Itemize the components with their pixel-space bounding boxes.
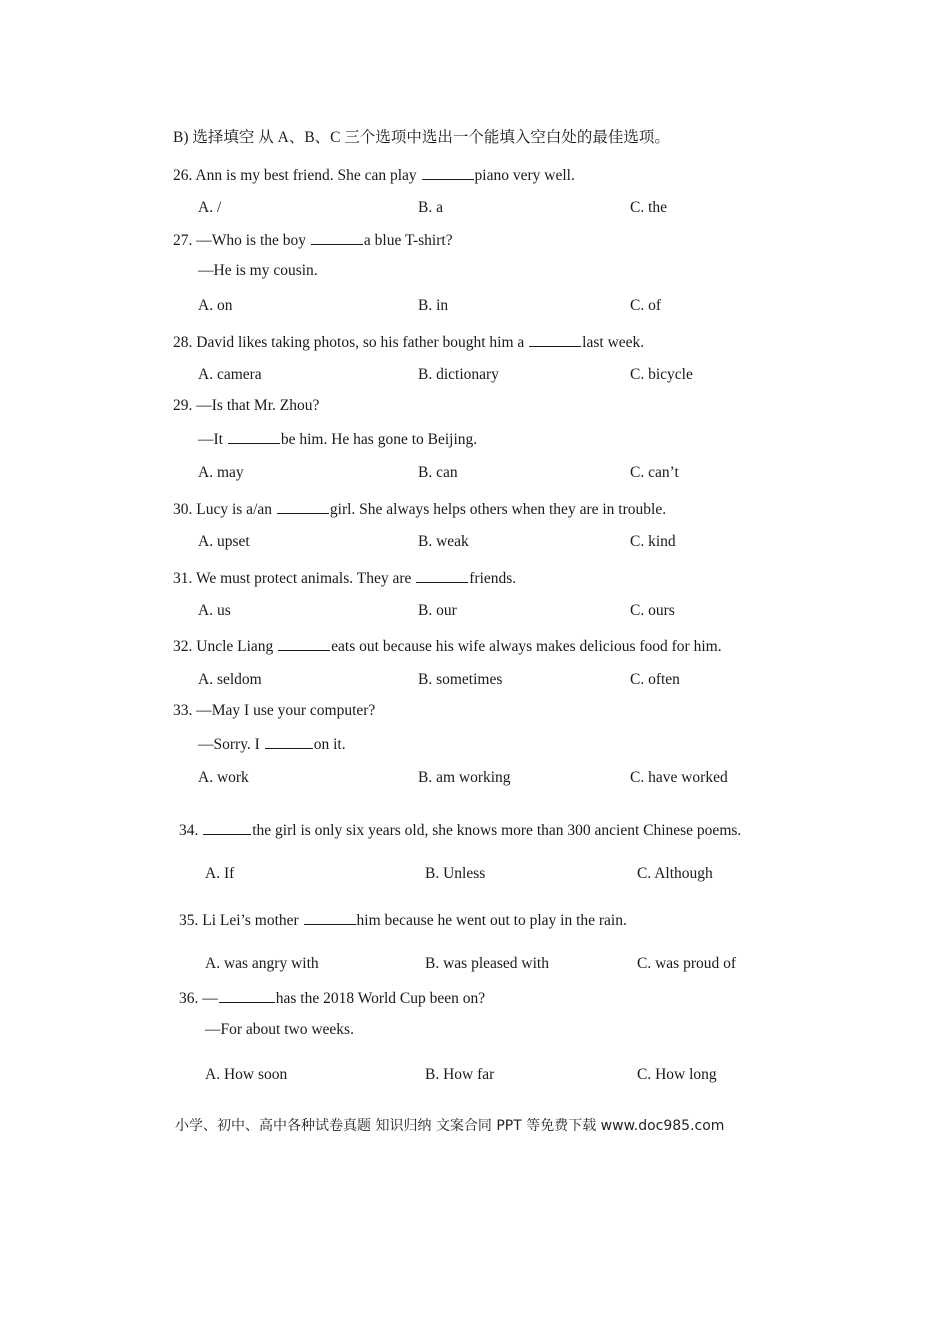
- question-28: [173, 331, 644, 353]
- question-26: [173, 164, 575, 186]
- option-b: B. a: [418, 199, 443, 216]
- question-number: 30.: [173, 501, 193, 518]
- option-b: B. am working: [418, 769, 511, 786]
- question-stem-after: girl. She always helps others when they are in trouble.: [329, 501, 667, 518]
- question-number: 27.: [173, 232, 193, 249]
- question-stem-before: —: [202, 990, 218, 1007]
- answer-blank: [219, 987, 275, 1003]
- question-stem-before: Ann is my best friend. She can play: [195, 167, 421, 184]
- question-stem-after: the girl is only six years old, she knows more than 300 ancient Chinese poems.: [252, 822, 742, 839]
- question-line: —Is that Mr. Zhou?: [196, 397, 320, 414]
- question-36: [179, 987, 485, 1009]
- option-a: A. camera: [198, 366, 262, 383]
- question-number: 32.: [173, 638, 193, 655]
- option-c: C. can’t: [630, 464, 679, 481]
- option-a: A. If: [205, 865, 235, 882]
- option-b: B. dictionary: [418, 366, 499, 383]
- option-b: B. can: [418, 464, 458, 481]
- option-a: A. may: [198, 464, 244, 481]
- question-27: [173, 229, 453, 251]
- section-header: B) 选择填空 从 A、B、C 三个选项中选出一个能填入空白处的最佳选项。: [173, 129, 670, 146]
- question-number: 33.: [173, 702, 193, 719]
- question-number: 34.: [179, 822, 199, 839]
- option-a: A. us: [198, 602, 231, 619]
- option-b: B. was pleased with: [425, 955, 549, 972]
- question-line: —For about two weeks.: [205, 1021, 354, 1038]
- question-number: 26.: [173, 167, 193, 184]
- question-stem-before: Li Lei’s mother: [202, 912, 303, 929]
- question-number: 35.: [179, 912, 199, 929]
- question-stem-before: —Sorry. I: [198, 736, 264, 753]
- answer-blank: [416, 567, 468, 583]
- answer-blank: [228, 428, 280, 444]
- question-29: [173, 396, 319, 416]
- option-c: C. kind: [630, 533, 676, 550]
- answer-blank: [311, 229, 363, 245]
- option-b: B. How far: [425, 1066, 495, 1083]
- question-stem-before: David likes taking photos, so his father bought him a: [196, 334, 529, 351]
- question-number: 28.: [173, 334, 193, 351]
- option-b: B. weak: [418, 533, 469, 550]
- question-stem-before: We must protect animals. They are: [195, 570, 416, 587]
- question-stem-after: has the 2018 World Cup been on?: [275, 990, 486, 1007]
- question-stem-after: piano very well.: [474, 167, 575, 184]
- option-a: A. was angry with: [205, 955, 319, 972]
- question-stem-before: Uncle Liang: [196, 638, 278, 655]
- answer-blank: [529, 331, 581, 347]
- answer-blank: [277, 498, 329, 514]
- option-c: C. the: [630, 199, 668, 216]
- question-number: 31.: [173, 570, 193, 587]
- question-stem-after: be him. He has gone to Beijing.: [280, 431, 478, 448]
- option-a: A. How soon: [205, 1066, 288, 1083]
- question-number: 29.: [173, 397, 193, 414]
- option-b: B. Unless: [425, 865, 486, 882]
- option-a: A. on: [198, 297, 233, 314]
- answer-blank: [278, 635, 330, 651]
- question-line: [198, 733, 346, 755]
- question-34: [179, 819, 741, 841]
- question-stem-after: last week.: [582, 334, 645, 351]
- option-b: B. sometimes: [418, 671, 503, 688]
- option-a: A. /: [198, 199, 222, 216]
- option-c: C. Although: [637, 865, 713, 882]
- question-stem-before: —It: [198, 431, 227, 448]
- answer-blank: [203, 819, 251, 835]
- option-c: C. of: [630, 297, 661, 314]
- question-stem-after: eats out because his wife always makes delicious food for him.: [331, 638, 722, 655]
- question-stem-after: a blue T-shirt?: [363, 232, 453, 249]
- option-b: B. in: [418, 297, 449, 314]
- question-31: [173, 567, 516, 589]
- option-c: C. have worked: [630, 769, 728, 786]
- option-c: C. How long: [637, 1066, 717, 1083]
- question-number: 36.: [179, 990, 199, 1007]
- question-stem-after: him because he went out to play in the rain.: [356, 912, 627, 929]
- option-a: A. upset: [198, 533, 250, 550]
- question-line: [198, 428, 477, 450]
- question-line: —He is my cousin.: [198, 262, 318, 279]
- answer-blank: [265, 733, 313, 749]
- answer-blank: [422, 164, 474, 180]
- question-35: [179, 909, 627, 931]
- option-c: C. was proud of: [637, 955, 737, 972]
- question-stem-after: on it.: [313, 736, 346, 753]
- option-a: A. seldom: [198, 671, 262, 688]
- answer-blank: [304, 909, 356, 925]
- question-stem-before: —Who is the boy: [196, 232, 310, 249]
- question-33: [173, 701, 375, 721]
- question-32: [173, 635, 722, 657]
- option-c: C. often: [630, 671, 680, 688]
- question-30: [173, 498, 666, 520]
- option-c: C. ours: [630, 602, 675, 619]
- question-stem-before: Lucy is a/an: [196, 501, 276, 518]
- option-c: C. bicycle: [630, 366, 693, 383]
- option-b: B. our: [418, 602, 457, 619]
- option-a: A. work: [198, 769, 249, 786]
- question-line: —May I use your computer?: [196, 702, 376, 719]
- question-stem-after: friends.: [469, 570, 517, 587]
- page-footer: 小学、初中、高中各种试卷真题 知识归纳 文案合同 PPT 等免费下载 www.doc985.com: [175, 1118, 725, 1134]
